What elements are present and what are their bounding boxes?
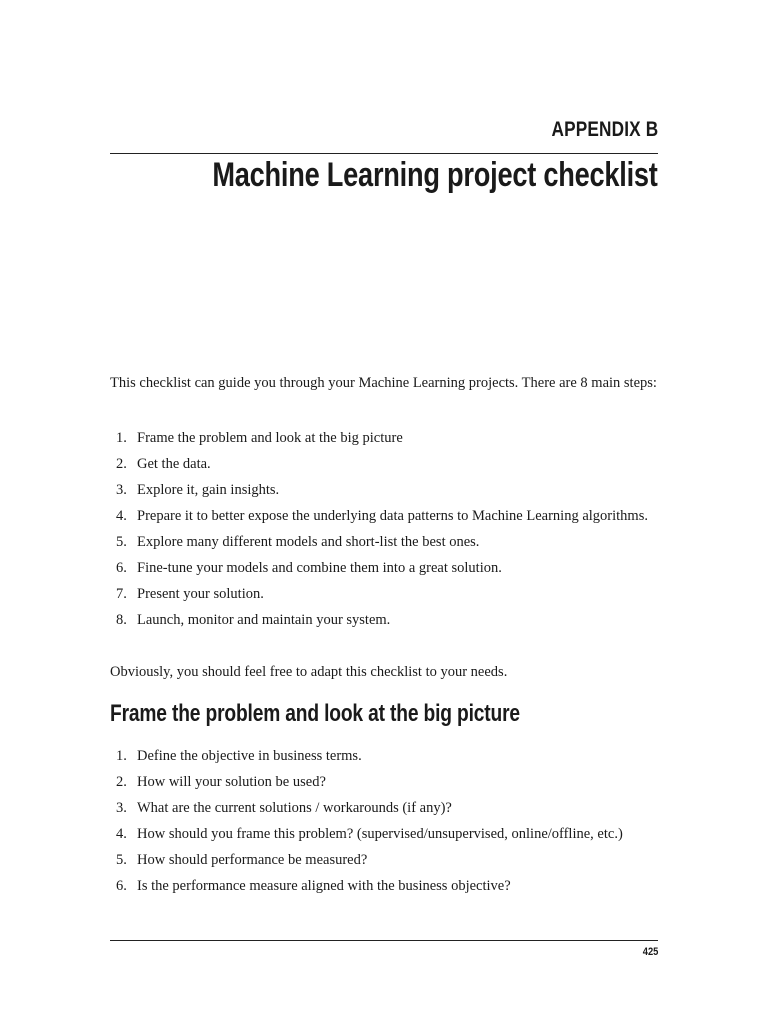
list-item-number: 4.	[116, 826, 127, 842]
list-item	[110, 851, 658, 870]
list-item-number: 7.	[116, 586, 127, 602]
list-item-number: 5.	[116, 534, 127, 550]
list-item-text: Present your solution.	[137, 586, 264, 602]
list-item-number: 6.	[116, 560, 127, 576]
list-item-text: What are the current solutions / workarounds (if any)?	[137, 800, 452, 816]
list-item	[110, 533, 658, 552]
list-item-text: Launch, monitor and maintain your system.	[137, 612, 391, 628]
page-number: 425	[642, 946, 658, 958]
closing-paragraph: Obviously, you should feel free to adapt this checklist to your needs.	[110, 664, 508, 680]
list-item	[110, 877, 658, 896]
list-item-text: How should you frame this problem? (supervised/unsupervised, online/offline, etc.)	[137, 826, 623, 842]
document-page	[110, 0, 658, 1024]
list-item	[110, 747, 658, 766]
list-item-number: 3.	[116, 800, 127, 816]
main-steps-list	[110, 429, 658, 637]
list-item	[110, 455, 658, 474]
intro-paragraph: This checklist can guide you through your Machine Learning projects. There are 8 main steps:	[110, 375, 657, 391]
chapter-label: APPENDIX B	[551, 118, 658, 141]
list-item-text: Explore many different models and short-list the best ones.	[137, 534, 480, 550]
list-item-number: 2.	[116, 774, 127, 790]
section-items-list	[110, 747, 658, 903]
list-item	[110, 507, 658, 526]
list-item-number: 5.	[116, 852, 127, 868]
list-item-text: Get the data.	[137, 456, 211, 472]
list-item	[110, 481, 658, 500]
list-item-text: Define the objective in business terms.	[137, 748, 362, 764]
list-item	[110, 611, 658, 630]
list-item	[110, 799, 658, 818]
header-rule	[110, 153, 658, 154]
chapter-title: Machine Learning project checklist	[212, 156, 658, 194]
list-item-text: Is the performance measure aligned with the business objective?	[137, 878, 511, 894]
list-item-number: 8.	[116, 612, 127, 628]
list-item-number: 3.	[116, 482, 127, 498]
list-item	[110, 559, 658, 578]
list-item-number: 1.	[116, 748, 127, 764]
list-item-number: 4.	[116, 508, 127, 524]
list-item	[110, 429, 658, 448]
list-item-text: Explore it, gain insights.	[137, 482, 280, 498]
footer-rule	[110, 940, 658, 941]
list-item	[110, 773, 658, 792]
list-item-text: Frame the problem and look at the big picture	[137, 430, 403, 446]
list-item-text: How will your solution be used?	[137, 774, 326, 790]
list-item-number: 1.	[116, 430, 127, 446]
list-item-number: 6.	[116, 878, 127, 894]
list-item	[110, 585, 658, 604]
list-item	[110, 825, 658, 844]
section-heading: Frame the problem and look at the big picture	[110, 700, 520, 727]
list-item-text: Prepare it to better expose the underlying data patterns to Machine Learning algorithms.	[137, 508, 648, 524]
list-item-number: 2.	[116, 456, 127, 472]
list-item-text: How should performance be measured?	[137, 852, 368, 868]
list-item-text: Fine-tune your models and combine them into a great solution.	[137, 560, 502, 576]
